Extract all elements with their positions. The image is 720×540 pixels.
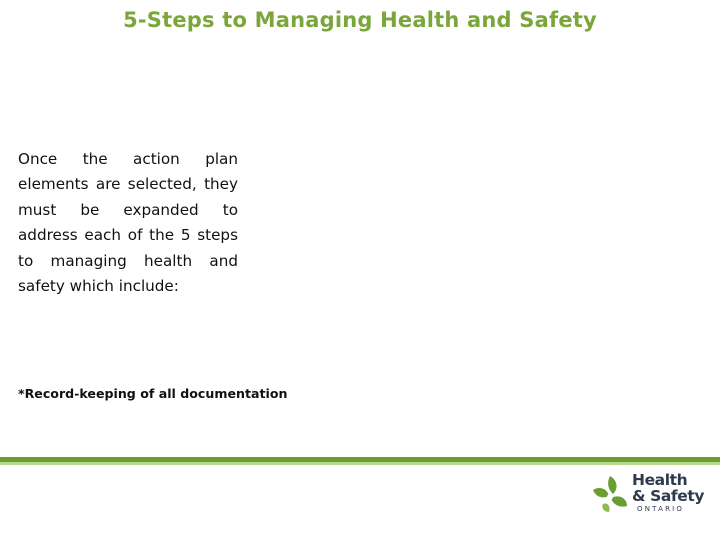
logo-text-ontario: ONTARIO	[637, 505, 685, 513]
slide-title: 5-Steps to Managing Health and Safety	[123, 8, 597, 32]
logo-text-safety: & Safety	[632, 487, 705, 505]
health-safety-ontario-logo	[589, 470, 715, 522]
body-paragraph: Once the action plan elements are selected, they must be expanded to address each of the 5 steps to managing health and safety which include:	[18, 150, 238, 296]
logo-text-health: Health	[632, 471, 688, 489]
ontario-trillium-icon	[589, 472, 631, 516]
footnote: *Record-keeping of all documentation	[18, 386, 288, 401]
footer-bar-light	[0, 462, 720, 465]
